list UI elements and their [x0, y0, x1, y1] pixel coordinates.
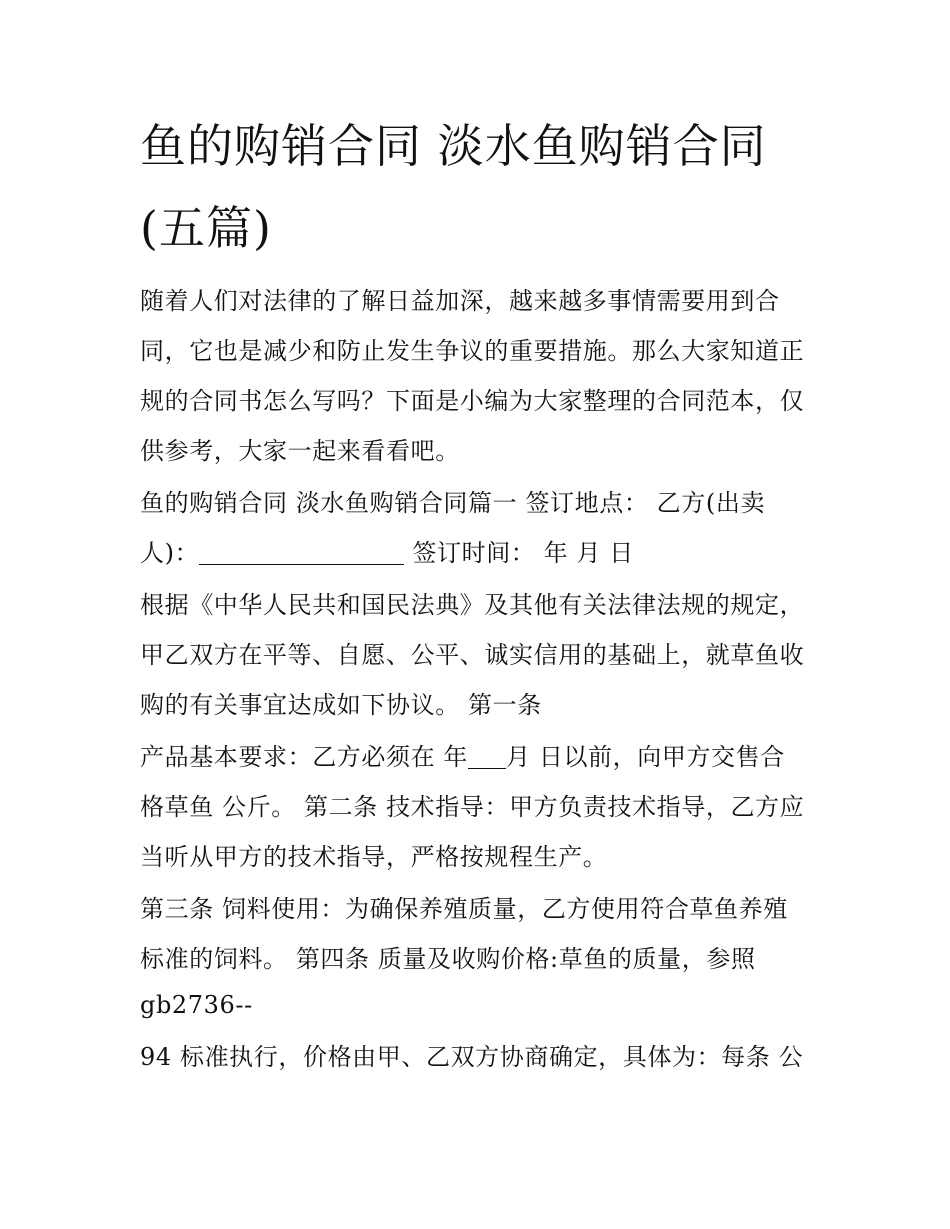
section3-line-2: 格草鱼 公斤。 第二条 技术指导：甲方负责技术指导，乙方应 [140, 793, 805, 821]
sign-time-label: 签订时间： 年 月 日 [404, 539, 634, 567]
document-title-line-1: 鱼的购销合同 淡水鱼购销合同 [140, 119, 767, 173]
product-requirement-prefix: 产品基本要求：乙方必须在 年 [140, 743, 469, 771]
intro-line-4: 供参考，大家一起来看看吧。 [140, 437, 460, 465]
section1-line-1: 鱼的购销合同 淡水鱼购销合同篇一 签订地点： 乙方(出卖 [140, 489, 766, 517]
section5-line-1: 94 标准执行，价格由甲、乙双方协商确定，具体为：每条 公 [140, 1043, 804, 1071]
section3-line-1 [140, 739, 785, 775]
section2-line-1: 根据《中华人民共和国民法典》及其他有关法律法规的规定， [140, 591, 805, 619]
intro-line-2: 同，它也是减少和防止发生争议的重要措施。那么大家知道正 [140, 337, 805, 365]
month-blank [468, 746, 506, 769]
section2-line-3: 购的有关事宜达成如下协议。 第一条 [140, 691, 542, 719]
party-b-label: 人)： [140, 539, 200, 567]
intro-line-1: 随着人们对法律的了解日益加深，越来越多事情需要用到合 [140, 287, 780, 315]
document-title-line-2: (五篇) [140, 201, 272, 255]
section2-line-2: 甲乙双方在平等、自愿、公平、诚实信用的基础上，就草鱼收 [140, 641, 805, 669]
section4-line-2: 标准的饲料。 第四条 质量及收购价格:草鱼的质量，参照 [140, 945, 756, 973]
section3-line-3: 当听从甲方的技术指导，严格按规程生产。 [140, 843, 608, 871]
section4-line-3: gb2736-- [140, 991, 253, 1019]
product-requirement-suffix: 月 日以前，向甲方交售合 [506, 743, 785, 771]
section1-line-2 [140, 535, 634, 571]
party-b-blank [199, 542, 404, 565]
intro-line-3: 规的合同书怎么写吗？下面是小编为大家整理的合同范本，仅 [140, 387, 805, 415]
section4-line-1: 第三条 饲料使用：为确保养殖质量，乙方使用符合草鱼养殖 [140, 895, 788, 923]
